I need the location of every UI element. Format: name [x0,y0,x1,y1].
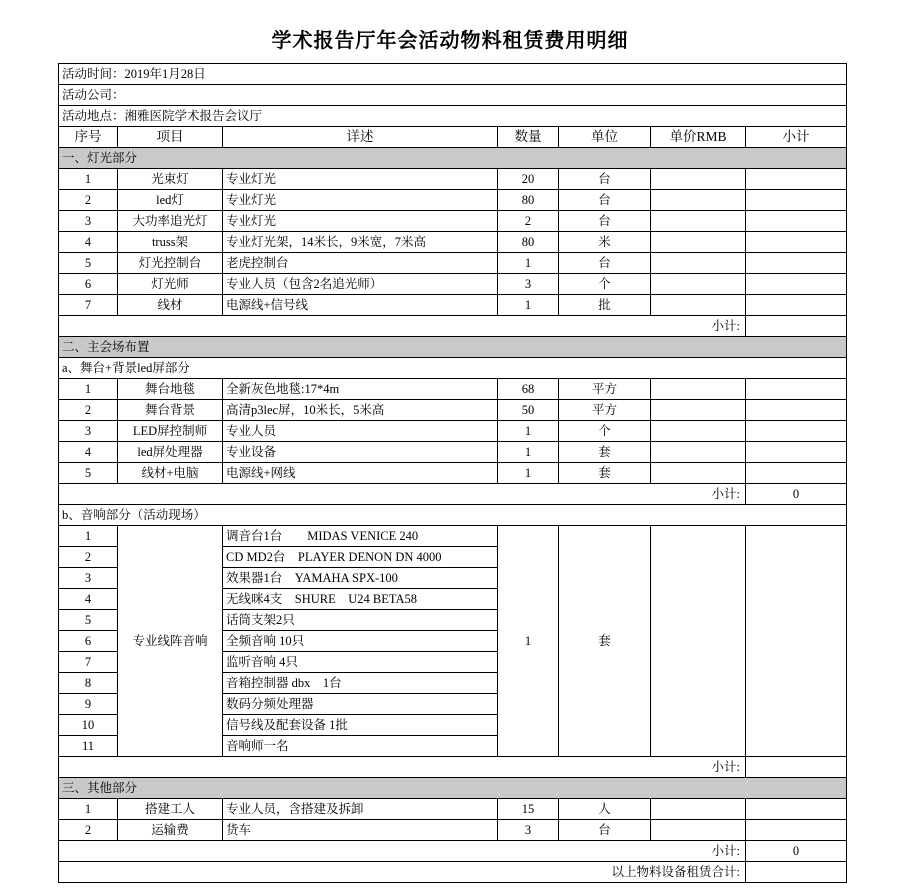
column-header-seq: 序号 [59,127,118,148]
table-row [59,274,847,295]
grand-total-value [746,862,847,883]
cell-seq: 1 [59,379,118,400]
cell-price [651,442,746,463]
column-header-desc: 详述 [223,127,498,148]
cell-price [651,253,746,274]
cell-seq: 5 [59,463,118,484]
cell-desc: 数码分频处理器 [223,694,498,715]
cell-desc: 专业设备 [223,442,498,463]
cell-price [651,379,746,400]
section-header-lighting [59,148,847,169]
cell-seq: 2 [59,400,118,421]
cell-unit: 人 [559,799,651,820]
grand-total-label: 以上物料设备租赁合计: [59,862,746,883]
cell-seq: 4 [59,442,118,463]
cell-unit: 台 [559,169,651,190]
cell-seq: 1 [59,799,118,820]
cell-desc: 专业人员，含搭建及拆卸 [223,799,498,820]
cell-qty: 3 [498,820,559,841]
cell-seq: 7 [59,295,118,316]
meta-row-company [59,85,847,106]
cell-unit: 个 [559,421,651,442]
cell-desc: 音响师一名 [223,736,498,757]
sub-section-title: a、舞台+背景led屏部分 [59,358,847,379]
cell-qty: 1 [498,421,559,442]
cell-price [651,190,746,211]
table-row [59,799,847,820]
cell-unit: 平方 [559,400,651,421]
cell-desc: 全频音响 10只 [223,631,498,652]
cell-item: 线材 [118,295,223,316]
cell-desc: 话筒支架2只 [223,610,498,631]
cell-unit-merged: 套 [559,526,651,757]
cell-item: truss架 [118,232,223,253]
cell-seq: 11 [59,736,118,757]
cell-qty: 80 [498,190,559,211]
sub-section-header-audio [59,505,847,526]
cell-desc: 调音台1台 MIDAS VENICE 240 [223,526,498,547]
cell-qty: 1 [498,463,559,484]
column-header-price: 单价RMB [651,127,746,148]
table-header-row [59,127,847,148]
cell-seq: 5 [59,610,118,631]
cell-unit: 米 [559,232,651,253]
sub-section-header-stage-led [59,358,847,379]
cell-qty: 1 [498,295,559,316]
table-row [59,253,847,274]
cell-price [651,232,746,253]
sub-section-title: b、音响部分（活动现场） [59,505,847,526]
cell-subtotal-merged [746,526,847,757]
section-title: 二、主会场布置 [59,337,847,358]
subtotal-row-audio [59,757,847,778]
cell-seq: 6 [59,631,118,652]
cell-item: 舞台背景 [118,400,223,421]
cell-subtotal [746,421,847,442]
cell-price [651,820,746,841]
cell-seq: 1 [59,169,118,190]
cell-qty: 68 [498,379,559,400]
cell-unit: 台 [559,820,651,841]
cell-qty: 1 [498,253,559,274]
cell-price-merged [651,526,746,757]
cell-item: 大功率追光灯 [118,211,223,232]
activity-company: 活动公司： [59,85,847,106]
cell-subtotal [746,799,847,820]
cell-desc: 电源线+网线 [223,463,498,484]
cell-subtotal [746,442,847,463]
cell-price [651,295,746,316]
cell-seq: 4 [59,589,118,610]
cell-desc: 效果器1台 YAMAHA SPX-100 [223,568,498,589]
subtotal-label: 小计: [59,757,746,778]
cell-seq: 3 [59,568,118,589]
cell-desc: 专业灯光 [223,190,498,211]
table-row [59,295,847,316]
cell-price [651,169,746,190]
cell-unit: 套 [559,442,651,463]
table-row [59,463,847,484]
meta-row-date [59,64,847,85]
cell-desc: 专业人员（包含2名追光师） [223,274,498,295]
cell-seq: 5 [59,253,118,274]
cell-price [651,211,746,232]
cell-unit: 平方 [559,379,651,400]
cell-item: 灯光控制台 [118,253,223,274]
cell-desc: 专业人员 [223,421,498,442]
subtotal-value: 0 [746,484,847,505]
cell-subtotal [746,232,847,253]
column-header-item: 项目 [118,127,223,148]
cell-seq: 3 [59,421,118,442]
cell-price [651,799,746,820]
cell-seq: 2 [59,547,118,568]
subtotal-value [746,316,847,337]
table-row [59,169,847,190]
subtotal-row-stage-led [59,484,847,505]
cell-item: 运输费 [118,820,223,841]
grand-total-row [59,862,847,883]
table-row [59,421,847,442]
cell-subtotal [746,379,847,400]
cell-subtotal [746,253,847,274]
section-title: 一、灯光部分 [59,148,847,169]
cell-seq: 7 [59,652,118,673]
table-row [59,232,847,253]
cell-item: 舞台地毯 [118,379,223,400]
column-header-qty: 数量 [498,127,559,148]
subtotal-row-lighting [59,316,847,337]
cell-price [651,421,746,442]
cell-price [651,274,746,295]
cell-desc: 专业灯光 [223,169,498,190]
cell-seq: 4 [59,232,118,253]
subtotal-label: 小计: [59,316,746,337]
cell-desc: 全新灰色地毯:17*4m [223,379,498,400]
cell-qty: 20 [498,169,559,190]
cell-desc: 专业灯光架，14米长，9米宽，7米高 [223,232,498,253]
section-title: 三、其他部分 [59,778,847,799]
page-title: 学术报告厅年会活动物料租赁费用明细 [271,30,629,52]
cell-desc: 货车 [223,820,498,841]
cell-subtotal [746,400,847,421]
cell-qty: 80 [498,232,559,253]
cell-desc: 音箱控制器 dbx 1台 [223,673,498,694]
material-rental-table [58,63,847,883]
cell-desc: CD MD2台 PLAYER DENON DN 4000 [223,547,498,568]
cell-unit: 批 [559,295,651,316]
meta-row-location [59,106,847,127]
cell-price [651,400,746,421]
table-row [59,400,847,421]
cell-subtotal [746,211,847,232]
cell-desc: 专业灯光 [223,211,498,232]
table-row [59,442,847,463]
cell-unit: 个 [559,274,651,295]
table-row [59,190,847,211]
cell-item: 灯光师 [118,274,223,295]
cell-desc: 信号线及配套设备 1批 [223,715,498,736]
cell-desc: 电源线+信号线 [223,295,498,316]
cell-seq: 2 [59,190,118,211]
cell-item: 光束灯 [118,169,223,190]
subtotal-row-other [59,841,847,862]
cell-seq: 1 [59,526,118,547]
section-header-other [59,778,847,799]
cell-item: LED屏控制师 [118,421,223,442]
cell-seq: 10 [59,715,118,736]
cell-qty: 1 [498,442,559,463]
cell-subtotal [746,274,847,295]
table-row [59,379,847,400]
cell-qty: 2 [498,211,559,232]
cell-qty: 3 [498,274,559,295]
subtotal-label: 小计: [59,484,746,505]
cell-item: led灯 [118,190,223,211]
cell-item: 搭建工人 [118,799,223,820]
cell-seq: 3 [59,211,118,232]
cell-desc: 无线咪4支 SHURE U24 BETA58 [223,589,498,610]
subtotal-value [746,757,847,778]
cell-unit: 台 [559,253,651,274]
cell-item: 线材+电脑 [118,463,223,484]
cell-seq: 6 [59,274,118,295]
cell-desc: 监听音响 4只 [223,652,498,673]
cell-seq: 2 [59,820,118,841]
table-row [59,820,847,841]
cell-item-merged: 专业线阵音响 [118,526,223,757]
cell-subtotal [746,190,847,211]
cell-unit: 台 [559,211,651,232]
cell-desc: 高清p3lec屏，10米长，5米高 [223,400,498,421]
column-header-subtotal: 小计 [746,127,847,148]
subtotal-label: 小计: [59,841,746,862]
cell-subtotal [746,169,847,190]
cell-subtotal [746,295,847,316]
cell-price [651,463,746,484]
table-row [59,526,847,547]
activity-date: 活动时间：2019年1月28日 [59,64,847,85]
cell-desc: 老虎控制台 [223,253,498,274]
cell-item: led屏处理器 [118,442,223,463]
cell-seq: 9 [59,694,118,715]
cell-seq: 8 [59,673,118,694]
cell-subtotal [746,463,847,484]
table-row [59,211,847,232]
subtotal-value: 0 [746,841,847,862]
section-header-main-venue [59,337,847,358]
cell-unit: 台 [559,190,651,211]
cell-subtotal [746,820,847,841]
cell-qty: 50 [498,400,559,421]
column-header-unit: 单位 [559,127,651,148]
cell-qty-merged: 1 [498,526,559,757]
activity-location: 活动地点：湘雅医院学术报告会议厅 [59,106,847,127]
cell-unit: 套 [559,463,651,484]
cell-qty: 15 [498,799,559,820]
